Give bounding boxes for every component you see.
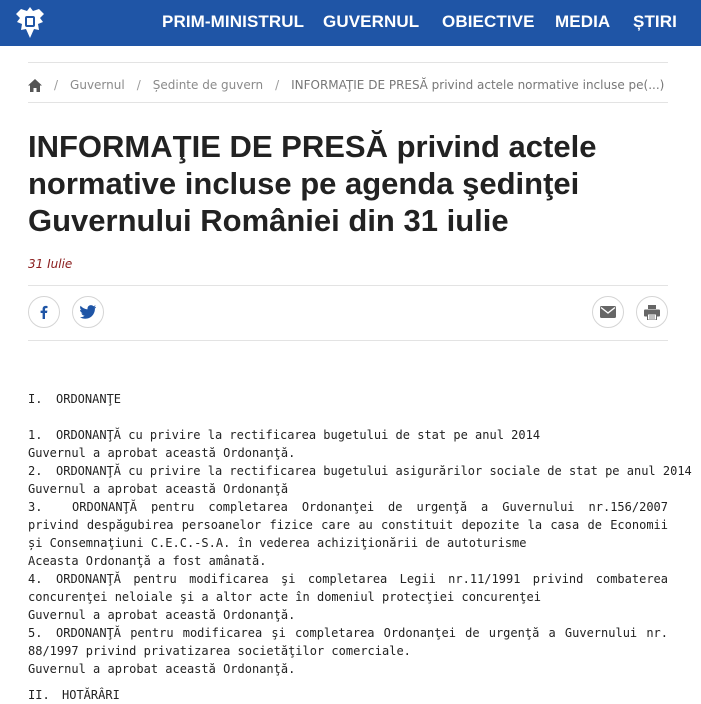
breadcrumb-separator: / bbox=[275, 78, 280, 92]
print-button[interactable] bbox=[636, 296, 668, 328]
twitter-icon bbox=[80, 305, 96, 319]
breadcrumb-current: INFORMAŢIE DE PRESĂ privind actele normative incluse pe(...) bbox=[291, 78, 665, 92]
email-share-button[interactable] bbox=[592, 296, 624, 328]
nav-guvernul[interactable]: GUVERNUL bbox=[323, 12, 420, 31]
twitter-share-button[interactable] bbox=[72, 296, 104, 328]
article-date: 31 Iulie bbox=[28, 257, 73, 271]
facebook-share-button[interactable] bbox=[28, 296, 60, 328]
print-icon bbox=[644, 305, 660, 320]
home-icon[interactable] bbox=[28, 79, 42, 92]
nav-stiri[interactable]: ȘTIRI bbox=[633, 12, 677, 31]
breadcrumb-separator: / bbox=[136, 78, 141, 92]
breadcrumb-sedinte-link[interactable]: Ședinte de guvern bbox=[152, 78, 264, 92]
facebook-icon bbox=[37, 305, 51, 319]
nav-prim-ministrul[interactable]: PRIM-MINISTRUL bbox=[162, 12, 305, 31]
section-heading-ordonante: I. ORDONANŢE bbox=[28, 392, 122, 406]
item-status: Guvernul a aprobat această Ordonanţă. bbox=[28, 446, 296, 460]
list-item: 2. ORDONANŢĂ cu privire la rectificarea bugetului asigurărilor sociale de stat pe anul 2014 bbox=[28, 464, 692, 478]
item-status: Guvernul a aprobat această Ordonanţă. bbox=[28, 662, 296, 676]
breadcrumb-separator: / bbox=[54, 78, 59, 92]
email-icon bbox=[600, 306, 616, 318]
list-item: 4. ORDONANŢĂ pentru modificarea şi completarea Legii nr.11/1991 privind combaterea concurenţei neloiale şi a altor acte în domeniul protecţiei concurenţei bbox=[28, 572, 668, 604]
share-top-divider bbox=[28, 285, 668, 286]
item-status: Aceasta Ordonanţă a fost amânată. bbox=[28, 554, 267, 568]
breadcrumb bbox=[28, 78, 664, 92]
nav-media[interactable]: MEDIA bbox=[555, 12, 611, 31]
list-item: 5. ORDONANŢĂ pentru modificarea şi completarea Ordonanţei de urgenţă a Guvernului nr. 88/1997 privind privatizarea societăţilor comerciale. bbox=[28, 626, 668, 658]
breadcrumb-top-divider bbox=[28, 62, 668, 63]
top-navigation-bar bbox=[0, 0, 701, 46]
romania-coat-of-arms-logo[interactable] bbox=[12, 4, 48, 42]
list-item: 3. ORDONANŢĂ pentru completarea Ordonanţei de urgenţă a Guvernului nr.156/2007 privind despăgubirea persoanelor fizice care au constituit depozite la casa de Economii și Consemnaţiuni C.E.C.-S.A. în vederea achiziţionării de autoturisme bbox=[28, 500, 668, 550]
item-status: Guvernul a aprobat această Ordonanţă. bbox=[28, 608, 296, 622]
page-title: INFORMAŢIE DE PRESĂ privind actele normative incluse pe agenda şedinţei Guvernului României din 31 iulie bbox=[28, 129, 597, 238]
breadcrumb-bottom-divider bbox=[28, 102, 668, 103]
nav-obiective[interactable]: OBIECTIVE bbox=[442, 12, 535, 31]
share-bottom-divider bbox=[28, 340, 668, 341]
section-heading-hotarari: II. HOTĂRÂRI bbox=[28, 688, 120, 702]
list-item: 1. ORDONANŢĂ cu privire la rectificarea bugetului de stat pe anul 2014 bbox=[28, 428, 541, 442]
article-body bbox=[28, 390, 692, 704]
item-status: Guvernul a aprobat această Ordonanţă bbox=[28, 482, 289, 496]
breadcrumb-guvernul-link[interactable]: Guvernul bbox=[70, 78, 125, 92]
